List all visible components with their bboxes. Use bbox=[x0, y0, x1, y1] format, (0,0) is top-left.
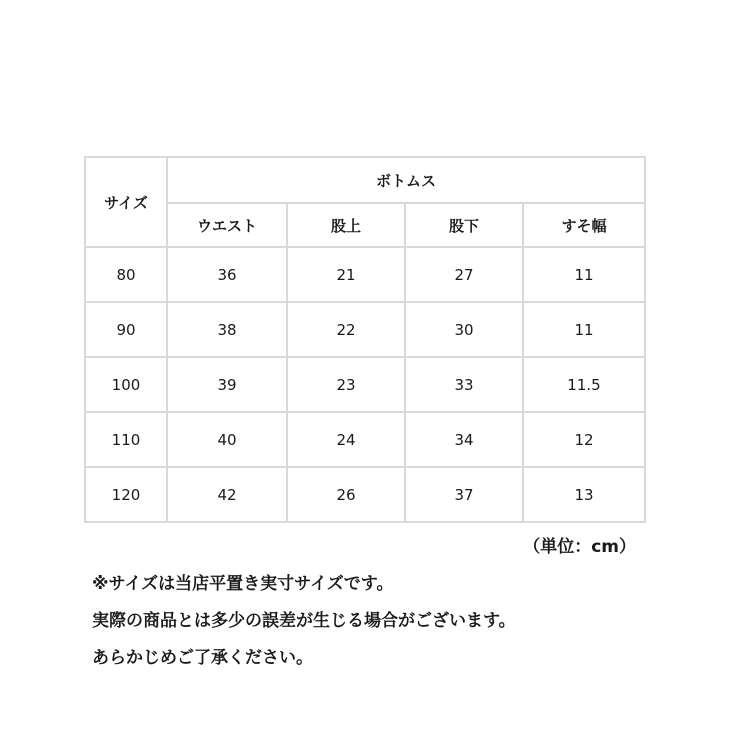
inseam-cell: 37 bbox=[405, 467, 523, 522]
bottoms-group-header: ボトムス bbox=[167, 157, 645, 203]
column-header-waist: ウエスト bbox=[167, 203, 287, 247]
hem-width-cell: 11.5 bbox=[523, 357, 645, 412]
rise-cell: 21 bbox=[287, 247, 405, 302]
hem-width-cell: 13 bbox=[523, 467, 645, 522]
table-row bbox=[85, 467, 645, 522]
size-cell: 110 bbox=[85, 412, 167, 467]
waist-cell: 42 bbox=[167, 467, 287, 522]
inseam-cell: 34 bbox=[405, 412, 523, 467]
table-row bbox=[85, 247, 645, 302]
header-row-columns bbox=[85, 203, 645, 247]
rise-cell: 24 bbox=[287, 412, 405, 467]
waist-cell: 39 bbox=[167, 357, 287, 412]
size-chart-table bbox=[84, 156, 646, 523]
rise-cell: 26 bbox=[287, 467, 405, 522]
column-header-rise: 股上 bbox=[287, 203, 405, 247]
table-row bbox=[85, 302, 645, 357]
size-cell: 120 bbox=[85, 467, 167, 522]
notes-block bbox=[92, 566, 516, 677]
unit-note: （単位：cm） bbox=[523, 537, 636, 557]
note-line: ※サイズは当店平置き実寸サイズです。 bbox=[92, 574, 394, 594]
inseam-cell: 30 bbox=[405, 302, 523, 357]
size-cell: 100 bbox=[85, 357, 167, 412]
header-row-group bbox=[85, 157, 645, 203]
size-header: サイズ bbox=[85, 157, 167, 247]
hem-width-cell: 11 bbox=[523, 302, 645, 357]
waist-cell: 36 bbox=[167, 247, 287, 302]
table-row bbox=[85, 412, 645, 467]
size-cell: 80 bbox=[85, 247, 167, 302]
waist-cell: 40 bbox=[167, 412, 287, 467]
inseam-cell: 33 bbox=[405, 357, 523, 412]
rise-cell: 23 bbox=[287, 357, 405, 412]
note-line: あらかじめご了承ください。 bbox=[92, 648, 313, 668]
rise-cell: 22 bbox=[287, 302, 405, 357]
inseam-cell: 27 bbox=[405, 247, 523, 302]
hem-width-cell: 11 bbox=[523, 247, 645, 302]
note-line: 実際の商品とは多少の誤差が生じる場合がございます。 bbox=[92, 611, 516, 631]
table-row bbox=[85, 357, 645, 412]
column-header-inseam: 股下 bbox=[405, 203, 523, 247]
waist-cell: 38 bbox=[167, 302, 287, 357]
column-header-hem-width: すそ幅 bbox=[523, 203, 645, 247]
hem-width-cell: 12 bbox=[523, 412, 645, 467]
size-cell: 90 bbox=[85, 302, 167, 357]
